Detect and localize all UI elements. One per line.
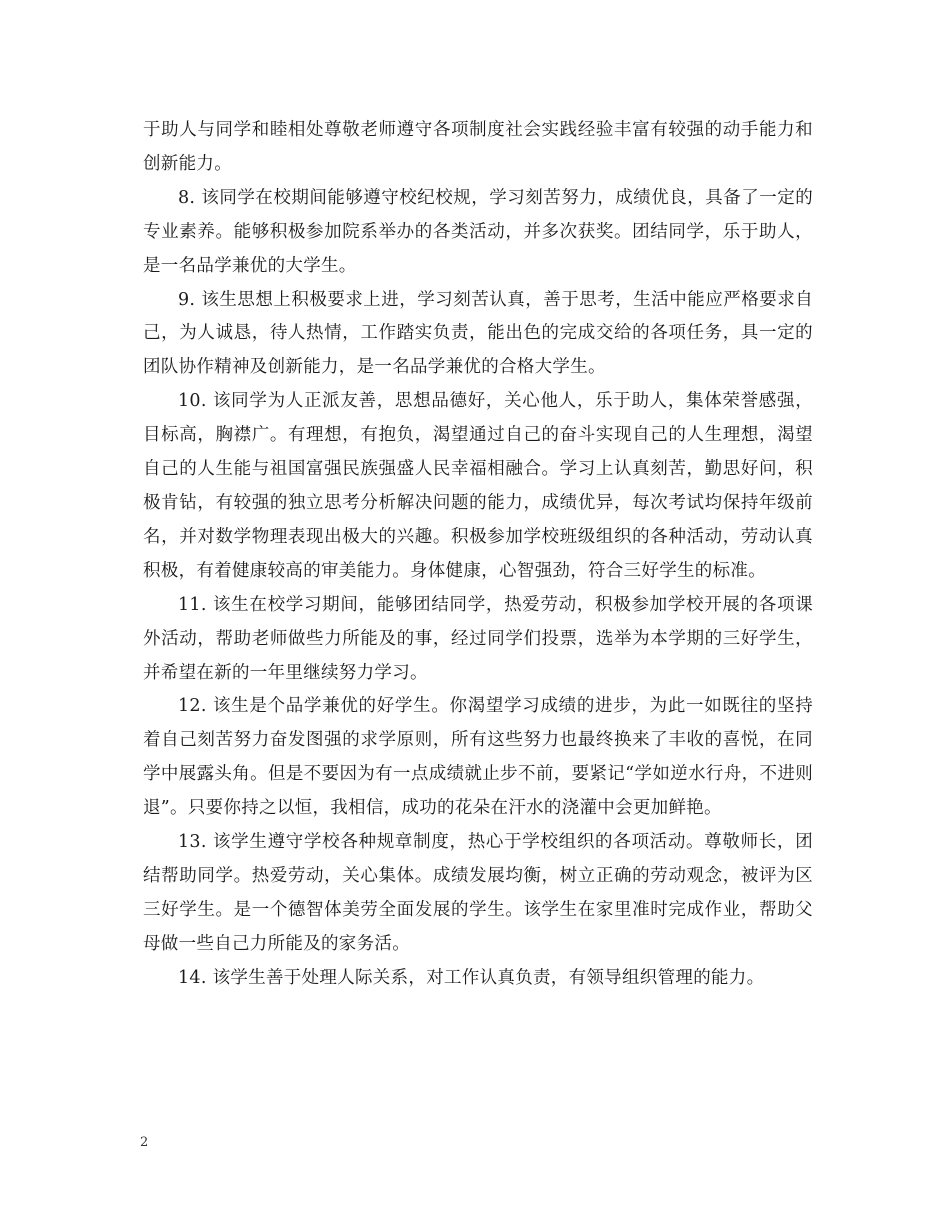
page-number: 2 xyxy=(140,1135,149,1150)
document-page xyxy=(143,114,813,996)
paragraph-item-13: 13. 该学生遵守学校各种规章制度，热心于学校组织的各项活动。尊敬师长，团结帮助同学。热爱劳动，关心集体。成绩发展均衡，树立正确的劳动观念，被评为区三好学生。是一个德智体美劳全面发展的学生。该学生在家里准时完成作业，帮助父母做一些自己力所能及的家务活。 xyxy=(143,832,813,954)
paragraph-continuation: 于助人与同学和睦相处尊敬老师遵守各项制度社会实践经验丰富有较强的动手能力和创新能力。 xyxy=(143,120,813,174)
paragraph-item-14: 14. 该学生善于处理人际关系，对工作认真负责，有领导组织管理的能力。 xyxy=(178,967,765,988)
paragraph-item-10: 10. 该同学为人正派友善，思想品德好，关心他人，乐于助人，集体荣誉感强，目标高，胸襟广。有理想，有抱负，渴望通过自己的奋斗实现自己的人生理想，渴望自己的人生能与祖国富强民族强盛人民幸福相融合。学习上认真刻苦，勤思好问，积极肯钻，有较强的独立思考分析解决问题的能力，成绩优异，每次考试均保持年级前 名，并对数学物理表现出极大的兴趣。积极参加学校班级组织的各种活动，劳动认真积极，有着健康较高的审美能力。身体健康，心智强劲，符合三好学生的标准。 xyxy=(143,391,813,581)
paragraph-item-11: 11. 该生在校学习期间，能够团结同学，热爱劳动，积极参加学校开展的各项课外活动，帮助老师做些力所能及的事，经过同学们投票，选举为本学期的三好学生，并希望在新的一年里继续努力学习。 xyxy=(143,594,813,683)
paragraph-item-9: 9. 该生思想上积极要求上进，学习刻苦认真，善于思考，生活中能应严格要求自己，为人诚恳，待人热情，工作踏实负责，能出色的完成交给的各项任务，具一定的团队协作精神及创新能力，是一名品学兼优的合格大学生。 xyxy=(143,289,813,378)
paragraph-item-8: 8. 该同学在校期间能够遵守校纪校规，学习刻苦努力，成绩优良，具备了一定的专业素养。能够积极参加院系举办的各类活动，并多次获奖。团结同学，乐于助人，是一名品学兼优的大学生。 xyxy=(143,187,813,276)
paragraph-item-12: 12. 该生是个品学兼优的好学生。你渴望学习成绩的进步，为此一如既往的坚持着自己刻苦努力奋发图强的求学原则，所有这些努力也最终换来了丰收的喜悦，在同学中展露头角。但是不要因为有一点成绩就止步不前，要紧记“学如逆水行舟，不进则退”。只要你持之以恒，我相信，成功的花朵在汗水的浇灌中会更加鲜艳。 xyxy=(143,696,813,819)
